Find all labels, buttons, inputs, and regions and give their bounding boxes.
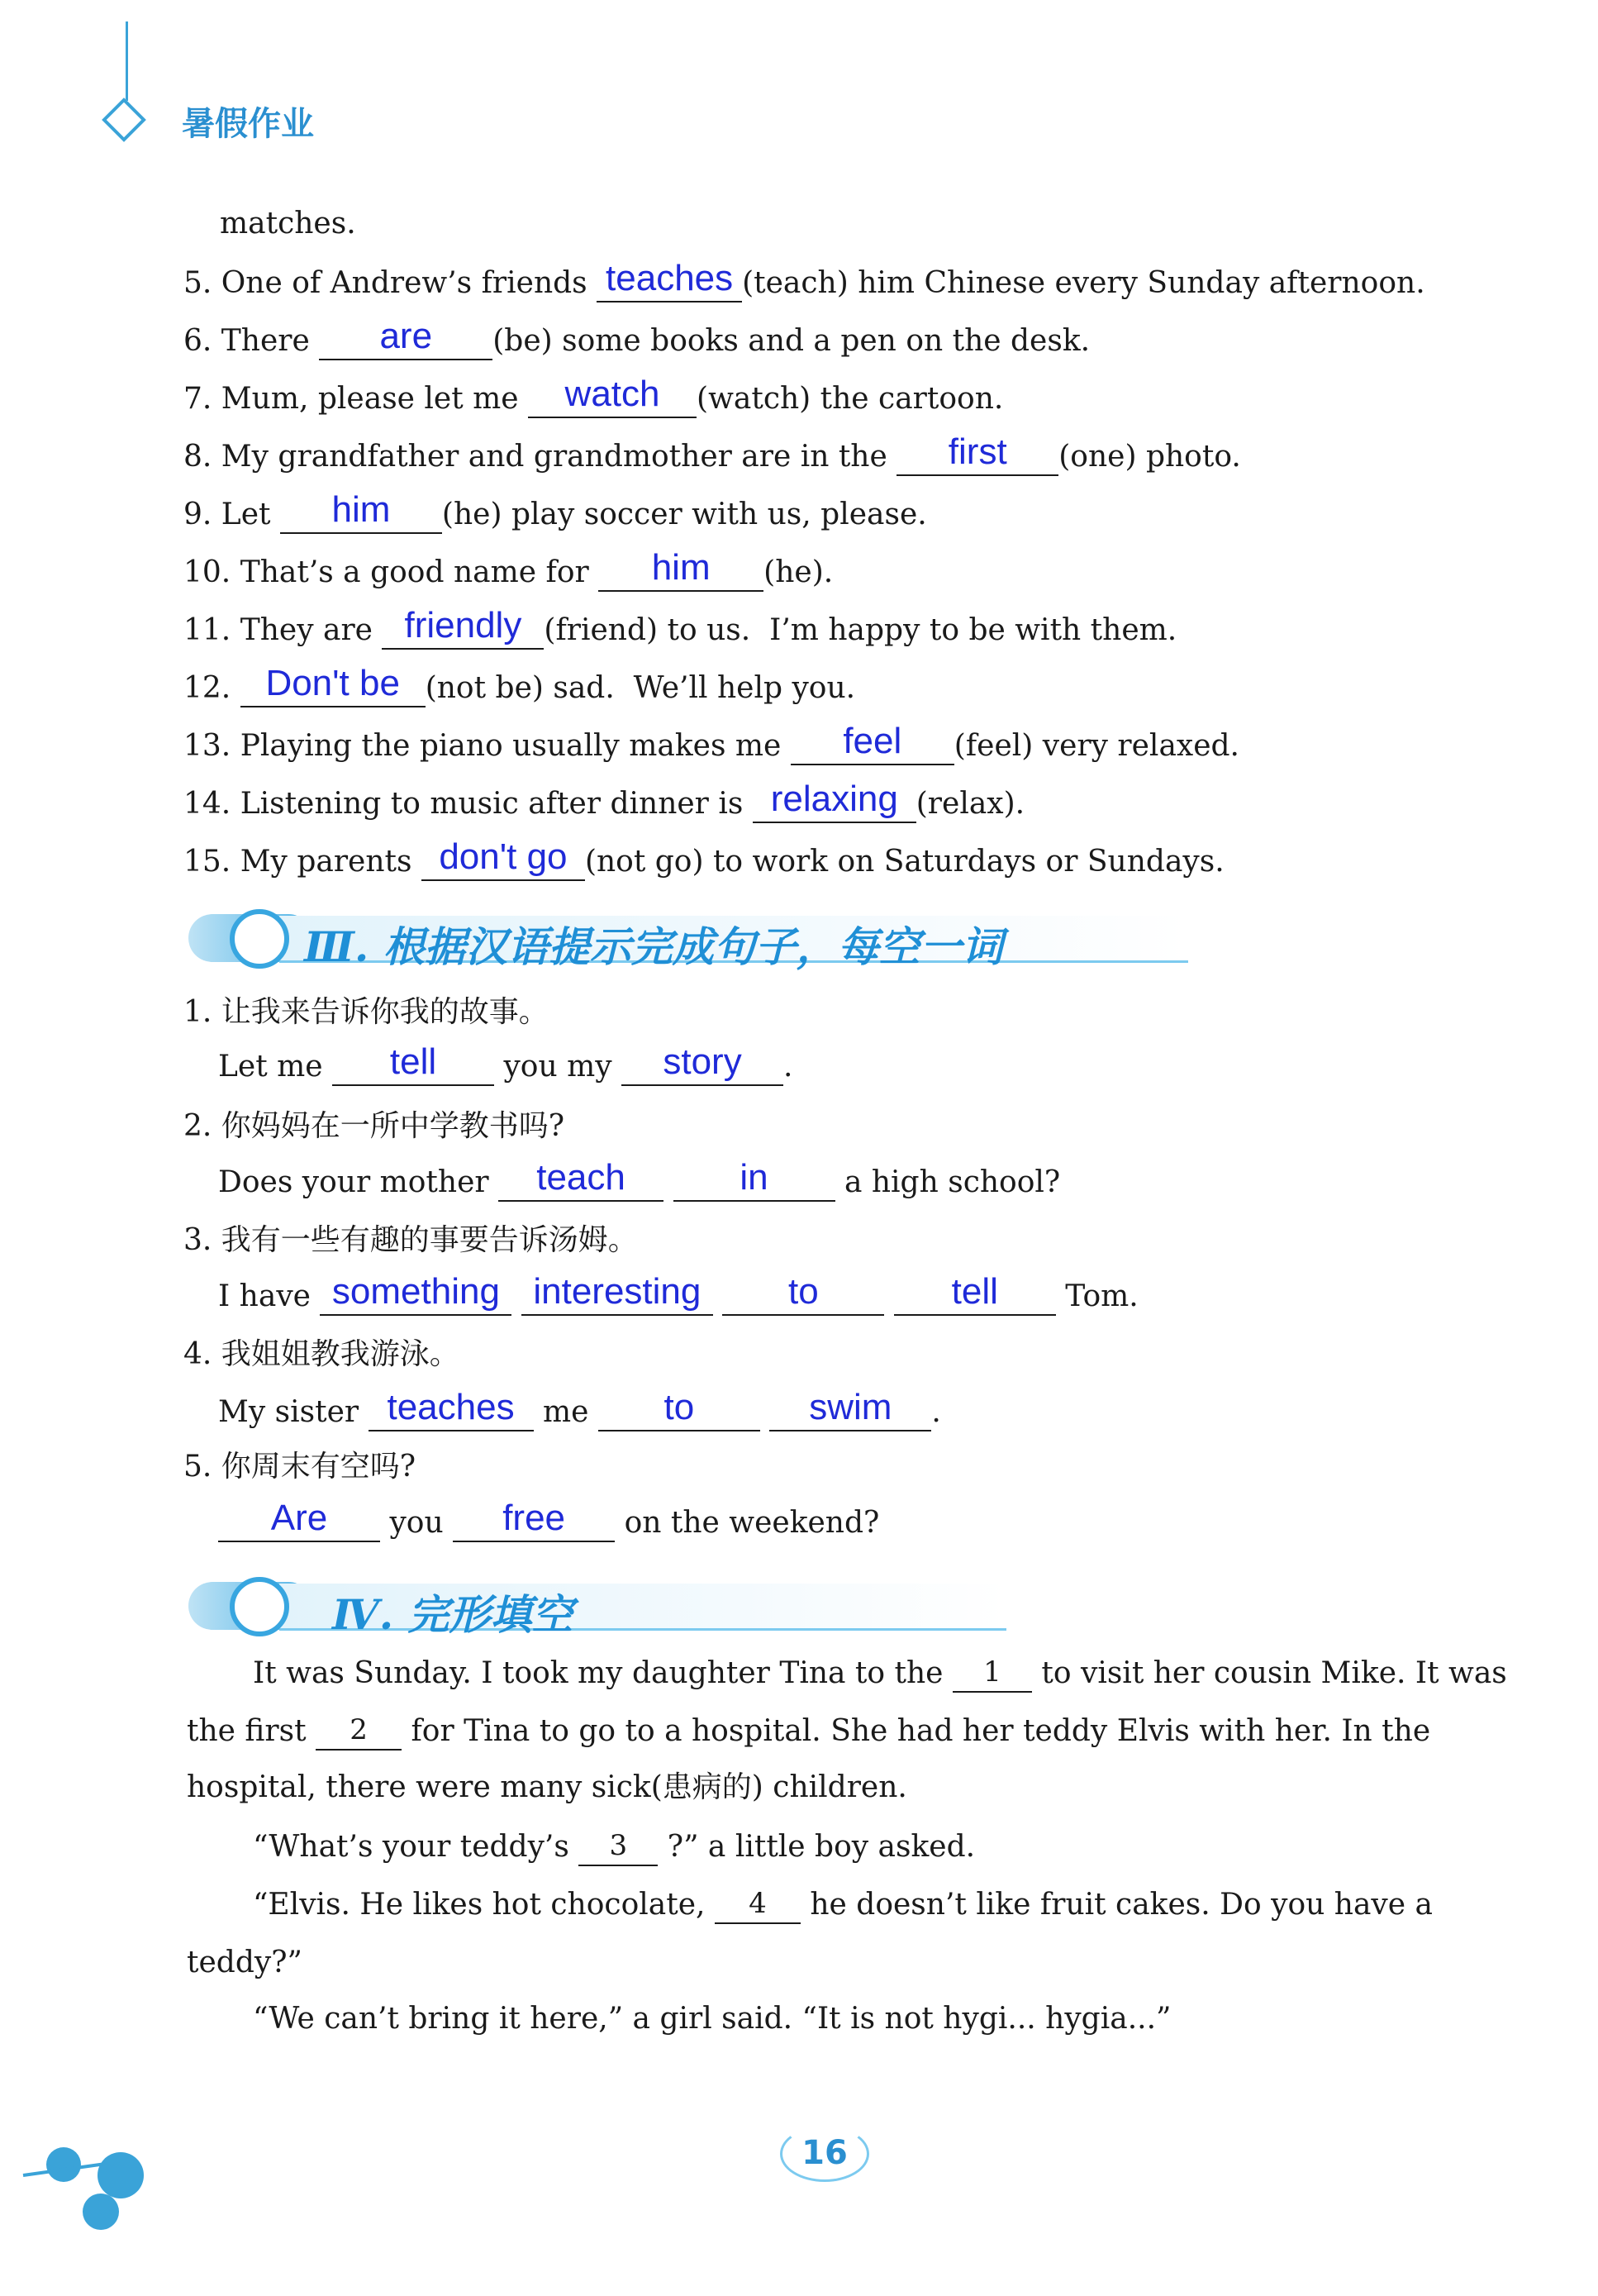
q4-word: My sister	[218, 1395, 359, 1429]
answer-text: story	[663, 1041, 742, 1082]
item-hint: (one) photo.	[1058, 440, 1241, 474]
header-title: 暑假作业	[182, 105, 314, 143]
q1-word: you my	[503, 1050, 612, 1084]
answer-blank[interactable]	[598, 1387, 760, 1431]
answer-text: interesting	[533, 1271, 702, 1312]
cloze-number: 1	[983, 1655, 1001, 1689]
exercise-item	[183, 836, 1225, 881]
answer-blank[interactable]	[240, 663, 426, 707]
q4-word: me	[543, 1395, 589, 1429]
exercise-item	[183, 258, 1425, 302]
q1-chinese: 1. 让我来告诉你我的故事。	[183, 995, 549, 1029]
item-prompt: 9. Let	[183, 498, 280, 531]
exercise-item	[183, 779, 1025, 823]
item-hint: (feel) very relaxed.	[954, 729, 1239, 763]
answer-text: Don't be	[265, 663, 400, 703]
item-hint: (watch) the cartoon.	[697, 382, 1004, 416]
decor-dot-icon	[97, 2152, 144, 2198]
q5-word: you	[389, 1506, 444, 1540]
item-hint: (not go) to work on Saturdays or Sundays.	[584, 845, 1225, 879]
answer-text: are	[379, 316, 433, 356]
answer-text: relaxing	[770, 779, 898, 819]
passage-text: “Elvis. He likes hot chocolate,	[253, 1888, 706, 1922]
cloze-blank[interactable]	[715, 1884, 801, 1924]
answer-text: teaches	[606, 258, 734, 298]
answer-text: tell	[389, 1041, 437, 1082]
decor-dot-icon	[46, 2147, 81, 2182]
passage-line-5	[253, 1884, 1433, 1924]
answer-text: watch	[564, 374, 660, 414]
q3-word: I have	[218, 1279, 311, 1313]
answer-blank[interactable]	[894, 1271, 1056, 1316]
cloze-number: 3	[609, 1829, 628, 1862]
answer-blank[interactable]	[320, 1271, 511, 1316]
item-prompt: 7. Mum, please let me	[183, 382, 529, 416]
q3-chinese: 3. 我有一些有趣的事要告诉汤姆。	[183, 1223, 638, 1257]
item-prompt: 13. Playing the piano usually makes me	[183, 729, 791, 763]
answer-blank[interactable]	[521, 1271, 713, 1316]
q2-word: Does your mother	[218, 1165, 489, 1199]
item-prompt: 8. My grandfather and grandmother are in the	[183, 440, 897, 474]
item-hint: (teach) him Chinese every Sunday afternoon.	[742, 266, 1425, 300]
cloze-blank[interactable]	[953, 1653, 1032, 1693]
answer-text: feel	[843, 721, 902, 761]
answer-text: teach	[536, 1157, 625, 1198]
passage-text: “What’s your teddy’s	[253, 1830, 569, 1864]
passage-text: he doesn’t like fruit cakes. Do you have a	[810, 1888, 1433, 1922]
passage-line-7: “We can’t bring it here,” a girl said. “It is not hygi... hygia...”	[253, 2002, 1172, 2036]
q4-english	[218, 1387, 941, 1431]
q2-chinese: 2. 你妈妈在一所中学教书吗?	[183, 1109, 565, 1143]
answer-text: to	[787, 1271, 819, 1312]
item-hint: (he) play soccer with us, please.	[441, 498, 927, 531]
answer-text: free	[502, 1498, 566, 1538]
answer-blank[interactable]	[597, 258, 742, 302]
exercise-item	[183, 547, 834, 592]
answer-text: first	[948, 431, 1007, 472]
q4-chinese: 4. 我姐姐教我游泳。	[183, 1337, 459, 1371]
item-hint: (not be) sad. We’ll help you.	[425, 671, 856, 705]
header-rule	[126, 21, 128, 101]
passage-line-6: teddy?”	[187, 1946, 302, 1979]
answer-blank[interactable]	[498, 1157, 663, 1202]
answer-text: Are	[270, 1498, 328, 1538]
page-number-badge	[777, 2126, 873, 2184]
answer-blank[interactable]	[791, 721, 954, 765]
answer-text: him	[331, 489, 391, 530]
q5-word: on the weekend?	[624, 1506, 880, 1540]
answer-blank[interactable]	[453, 1498, 615, 1542]
answer-blank[interactable]	[769, 1387, 931, 1431]
item-prompt: 15. My parents	[183, 845, 421, 879]
item-hint: (be) some books and a pen on the desk.	[492, 324, 1091, 358]
answer-text: friendly	[404, 605, 522, 645]
answer-blank[interactable]	[621, 1041, 783, 1086]
answer-blank[interactable]	[332, 1041, 494, 1086]
item-prompt: 11. They are	[183, 613, 383, 647]
item-prompt: 10. That’s a good name for	[183, 555, 599, 589]
answer-text: something	[331, 1271, 500, 1312]
answer-text: in	[740, 1157, 768, 1198]
answer-text: swim	[809, 1387, 892, 1427]
q1-english	[218, 1041, 793, 1086]
answer-blank[interactable]	[382, 605, 544, 650]
answer-blank[interactable]	[528, 374, 697, 418]
q3-word: Tom.	[1065, 1279, 1139, 1313]
cloze-blank[interactable]	[578, 1827, 658, 1866]
passage-text: It was Sunday. I took my daughter Tina to the	[253, 1656, 944, 1690]
cloze-number: 2	[350, 1713, 368, 1746]
section-title-4: Ⅳ. 完形填空	[332, 1590, 573, 1639]
item-prompt: 14. Listening to music after dinner is	[183, 787, 753, 821]
exercise-item	[183, 374, 1004, 418]
item-hint: (relax).	[916, 787, 1025, 821]
banner-dot-icon	[230, 1577, 289, 1636]
q1-word: Let me	[218, 1050, 323, 1084]
exercise-item	[183, 489, 927, 534]
answer-blank[interactable]	[421, 836, 585, 881]
exercise-item	[183, 605, 1177, 650]
item-hint: (he).	[763, 555, 834, 589]
q5-english	[218, 1498, 880, 1542]
item-prompt: 12.	[183, 671, 240, 705]
answer-blank[interactable]	[218, 1498, 380, 1542]
cloze-number: 4	[749, 1887, 767, 1920]
exercise-item	[183, 663, 856, 707]
page-number: 16	[801, 2134, 848, 2172]
answer-blank[interactable]	[722, 1271, 884, 1316]
passage-text: ?” a little boy asked.	[667, 1830, 976, 1864]
answer-text: don't go	[439, 836, 568, 877]
passage-text: the first	[187, 1714, 307, 1748]
answer-blank[interactable]	[753, 779, 916, 823]
passage-line-3: hospital, there were many sick(患病的) children.	[187, 1770, 907, 1804]
diamond-icon	[102, 98, 146, 142]
intro-tail: matches.	[220, 207, 356, 241]
answer-blank[interactable]	[319, 316, 492, 360]
exercise-item	[183, 316, 1091, 360]
q2-word: a high school?	[844, 1165, 1061, 1199]
answer-text: tell	[951, 1271, 998, 1312]
period: .	[783, 1050, 793, 1084]
answer-text: teaches	[387, 1387, 515, 1427]
section-title-3: Ⅲ. 根据汉语提示完成句子，每空一词	[304, 922, 1003, 971]
banner-dot-icon	[230, 909, 289, 969]
passage-line-1	[253, 1653, 1507, 1693]
answer-blank[interactable]	[896, 431, 1058, 476]
cloze-blank[interactable]	[316, 1711, 402, 1751]
passage-line-2	[187, 1711, 1430, 1751]
item-hint: (friend) to us. I’m happy to be with them.	[544, 613, 1177, 647]
period: .	[931, 1395, 941, 1429]
q2-english	[218, 1157, 1061, 1202]
q5-chinese: 5. 你周末有空吗?	[183, 1450, 416, 1484]
decor-dot-icon	[83, 2194, 119, 2230]
answer-blank[interactable]	[280, 489, 442, 534]
answer-text: him	[651, 547, 711, 588]
answer-blank[interactable]	[598, 547, 763, 592]
item-prompt: 6. There	[183, 324, 320, 358]
answer-blank[interactable]	[369, 1387, 534, 1431]
q3-english	[218, 1271, 1139, 1316]
passage-text: for Tina to go to a hospital. She had her teddy Elvis with her. In the	[411, 1714, 1431, 1748]
passage-text: to visit her cousin Mike. It was	[1041, 1656, 1507, 1690]
answer-text: to	[663, 1387, 695, 1427]
exercise-item	[183, 721, 1239, 765]
exercise-item	[183, 431, 1241, 476]
passage-line-4	[253, 1827, 975, 1866]
answer-blank[interactable]	[673, 1157, 835, 1202]
item-prompt: 5. One of Andrew’s friends	[183, 266, 597, 300]
